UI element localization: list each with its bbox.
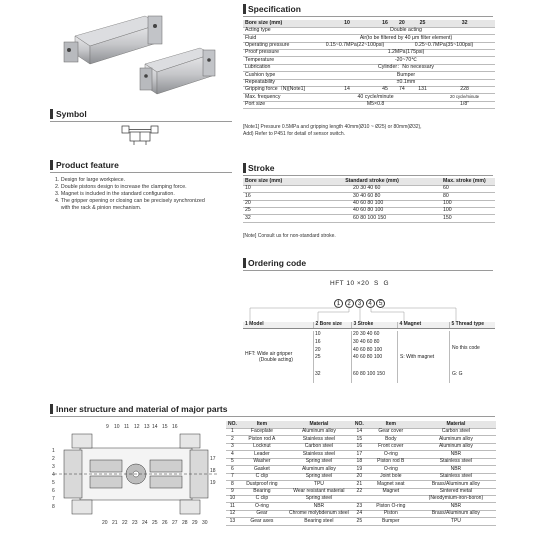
spec-cell: Max. frequency [243, 94, 317, 101]
oc-model-sub: (Double acting) [259, 357, 293, 363]
materials-cell: 14 [353, 429, 366, 436]
stroke-h2: Max. stroke (mm) [441, 178, 495, 185]
oc-thread-blank: No this code [452, 345, 480, 351]
materials-cell: Spring steel [285, 458, 353, 465]
spec-cell: Port size [243, 101, 317, 108]
oc-bore: 10 [315, 331, 321, 337]
spec-bar [243, 4, 246, 14]
mat-h: Item [366, 421, 416, 429]
materials-cell: 1 [226, 429, 239, 436]
materials-cell: Bearing [239, 488, 285, 495]
symbol-underline [50, 121, 232, 122]
spec-h5: 32 [434, 20, 495, 27]
materials-cell: Chrome molybdenum steel [285, 510, 353, 517]
callout: 19 [210, 480, 216, 486]
spec-row [243, 27, 495, 34]
materials-cell: 7 [226, 473, 239, 480]
materials-cell: Front cover [366, 443, 416, 450]
spec-cell: 0.25~0.7MPa(35~100psi) [393, 42, 495, 49]
oc-bore: 32 [315, 371, 321, 377]
stroke-row [243, 185, 495, 192]
materials-cell: (Neodymium-iron-boron) [416, 495, 496, 502]
spec-cell: Temperature [243, 57, 317, 64]
materials-cell: Aluminum alloy [416, 443, 496, 450]
materials-cell: O-ring [239, 503, 285, 510]
materials-row [226, 451, 496, 458]
materials-cell: 8 [226, 481, 239, 488]
callout: 23 [132, 520, 138, 526]
ordering-underline [243, 270, 493, 271]
oc-stroke: 40 60 80 100 [353, 347, 383, 353]
callout: 18 [210, 468, 216, 474]
materials-cell: Aluminum alloy [285, 466, 353, 473]
spec-cell: Proof pressure [243, 50, 317, 57]
materials-cell: 13 [226, 518, 239, 525]
materials-cell: C clip [239, 473, 285, 480]
callout: 20 [102, 520, 108, 526]
materials-row [226, 443, 496, 450]
materials-cell: Piston O-ring [366, 503, 416, 510]
materials-cell: Piston [366, 510, 416, 517]
spec-table [243, 20, 495, 109]
circle-2: 2 [345, 299, 354, 308]
oc-body [243, 331, 495, 383]
callout: 17 [210, 456, 216, 462]
materials-row [226, 458, 496, 465]
stroke-h0: Bore size (mm) [243, 178, 303, 185]
oc-model: HFT: Wide air gripper [245, 351, 293, 357]
materials-table [226, 421, 496, 526]
stroke-h1: Standard stroke (mm) [303, 178, 441, 185]
stroke-cell: 25 [243, 208, 303, 215]
materials-cell: Body [366, 436, 416, 443]
callout: 27 [172, 520, 178, 526]
callout: 24 [142, 520, 148, 526]
feature-item: 3. Magnet is included in the standard configuration. [55, 191, 175, 197]
spec-row [243, 101, 495, 108]
materials-row [226, 510, 496, 517]
stroke-cell: 40 60 80 100 [303, 200, 441, 207]
spec-cell: 1.2MPa(175psi) [317, 50, 495, 57]
materials-row [226, 488, 496, 495]
spec-cell: 45 [377, 87, 393, 94]
stroke-cell: 20 [243, 200, 303, 207]
materials-row [226, 495, 496, 502]
spec-h3: 20 [393, 20, 411, 27]
symbol-bar [50, 109, 53, 119]
mat-h: NO. [354, 420, 364, 427]
materials-cell: 11 [226, 503, 239, 510]
callout: 14 [152, 424, 158, 430]
materials-cell: Gear cover [366, 429, 416, 436]
materials-row [226, 518, 496, 525]
callout: 9 [106, 424, 109, 430]
materials-row [226, 466, 496, 473]
stroke-cell: 80 [441, 193, 495, 200]
spec-underline [243, 16, 493, 17]
materials-cell: 21 [353, 481, 366, 488]
inner-bar [50, 404, 53, 414]
stroke-title: Stroke [248, 163, 275, 173]
callout: 29 [192, 520, 198, 526]
materials-row [226, 436, 496, 443]
spec-title: Specification [248, 4, 301, 14]
oc-col-magnet: 4 Magnet [397, 322, 449, 328]
materials-cell: 22 [353, 488, 366, 495]
materials-cell: 5 [226, 458, 239, 465]
materials-cell: Leader [239, 451, 285, 458]
spec-cell: Bumper [317, 72, 495, 79]
stroke-row [243, 208, 495, 215]
materials-cell: Brass/Aluminum alloy [416, 481, 496, 488]
materials-cell: Stainless steel [285, 451, 353, 458]
spec-cell: Repeatability [243, 79, 317, 86]
materials-cell: Bumper [366, 518, 416, 525]
spec-cell: Double acting [317, 27, 495, 34]
callout: 15 [162, 424, 168, 430]
callout: 8 [52, 504, 55, 510]
stroke-cell: 100 [441, 208, 495, 215]
materials-cell: NBR [416, 466, 496, 473]
spec-cell: -20~70℃ [317, 57, 495, 64]
materials-cell: TPU [416, 518, 496, 525]
feature-title: Product feature [56, 160, 119, 170]
materials-cell: Aluminum alloy [285, 429, 353, 436]
materials-cell: Joint bole [366, 473, 416, 480]
spec-row [243, 64, 495, 71]
spec-cell: 0.15~0.7MPa(22~100psi) [317, 42, 393, 49]
spec-cell: 14 [317, 87, 377, 94]
materials-cell: C clip [239, 495, 285, 502]
oc-col-stroke: 3 Stroke [351, 322, 397, 328]
spec-cell: M5×0.8 [317, 101, 434, 108]
ordering-bar [243, 258, 246, 268]
spec-h2: 16 [377, 20, 393, 27]
stroke-cell: 150 [441, 215, 495, 222]
stroke-cell: 10 [243, 185, 303, 192]
materials-cell: 3 [226, 443, 239, 450]
materials-cell: 20 [353, 473, 366, 480]
materials-cell: Bearing steel [285, 518, 353, 525]
oc-bore: 25 [315, 354, 321, 360]
materials-cell: Sintered metal [416, 488, 496, 495]
materials-cell: 16 [353, 443, 366, 450]
callout: 22 [122, 520, 128, 526]
spec-cell: 131 [411, 87, 434, 94]
mat-h: NO. [228, 420, 237, 427]
stroke-cell: 16 [243, 193, 303, 200]
inner-title: Inner structure and material of major parts [56, 404, 228, 414]
spec-cell: Lubrication [243, 64, 317, 71]
feature-item: 4. The gripper opening or closing can be precisely synchronized [55, 198, 205, 204]
oc-col-thread: 5 Thread type [449, 322, 495, 328]
callout: 7 [52, 496, 55, 502]
callout: 13 [144, 424, 150, 430]
materials-cell: Carbon steel [416, 429, 496, 436]
feature-item: with the rack & pinion mechanism. [55, 205, 142, 211]
gripper-symbol-icon [120, 124, 160, 146]
gripper-large [64, 16, 162, 64]
circle-3: 3 [355, 299, 364, 308]
ordering-code: HFT 10 ×20 S G [330, 280, 390, 287]
feature-item: 2. Double pistons design to increase the clamping force. [55, 184, 187, 190]
materials-cell [366, 495, 416, 502]
spec-row [243, 42, 495, 49]
circle-5: 5 [376, 299, 385, 308]
spec-cell: Fluid [243, 35, 317, 42]
inner-structure-drawing [50, 420, 222, 526]
spec-cell: Cylinder：No necessary [317, 64, 495, 71]
materials-cell: 4 [226, 451, 239, 458]
spec-cell: 74 [393, 87, 411, 94]
circle-1: 1 [334, 299, 343, 308]
materials-cell: 2 [226, 436, 239, 443]
callout: 12 [134, 424, 140, 430]
materials-cell: Magnet seat [366, 481, 416, 488]
oc-col-model: 1 Model [243, 322, 313, 328]
callout: 5 [52, 480, 55, 486]
spec-cell: 1/8" [434, 101, 495, 108]
spec-row [243, 72, 495, 79]
materials-cell: Aluminum alloy [416, 436, 496, 443]
materials-cell: NBR [285, 503, 353, 510]
oc-magnet: S: With magnet [400, 354, 435, 360]
spec-h4: 25 [411, 20, 434, 27]
materials-cell: 6 [226, 466, 239, 473]
spec-cell: 20 cycle/minute [434, 94, 495, 101]
callout: 26 [162, 520, 168, 526]
spec-note-2: Add) Refer to P451 for detail of sensor switch. [243, 131, 345, 137]
spec-h0: Bore size (mm) [243, 20, 317, 27]
spec-header-row [243, 20, 495, 27]
stroke-cell: 20 30 40 60 [303, 185, 441, 192]
callout: 25 [152, 520, 158, 526]
ordering-header-row [243, 322, 495, 328]
materials-cell: 23 [353, 503, 366, 510]
materials-cell: 18 [353, 458, 366, 465]
materials-cell: Magnet [366, 488, 416, 495]
materials-cell: Stainless steel [416, 473, 496, 480]
materials-cell: 10 [226, 495, 239, 502]
materials-cell [353, 495, 366, 502]
callout: 11 [124, 424, 130, 430]
materials-cell: 25 [353, 518, 366, 525]
materials-cell: Stainless steel [285, 436, 353, 443]
spec-cell: Gripping force（N)[Note1] [243, 87, 317, 94]
mat-h: Material [285, 421, 353, 429]
callout: 3 [52, 464, 55, 470]
materials-row [226, 481, 496, 488]
stroke-cell: 60 [441, 185, 495, 192]
callout: 16 [172, 424, 178, 430]
materials-cell: 19 [353, 466, 366, 473]
stroke-cell: 100 [441, 200, 495, 207]
materials-cell: NBR [416, 503, 496, 510]
circle-4: 4 [366, 299, 375, 308]
oc-thread-g: G: G [452, 371, 463, 377]
stroke-bar [243, 163, 246, 173]
materials-cell: Washer [239, 458, 285, 465]
ordering-table [243, 322, 495, 329]
spec-cell: ±0.1mm [317, 79, 495, 86]
gripper-small [140, 48, 215, 94]
ordering-connectors [246, 300, 496, 322]
spec-note-1: [Note1] Pressure 0.5MPa and gripping length 40mm(Ø10 ~ Ø25) or 80mm(Ø32), [243, 124, 422, 130]
materials-cell: Stainless steel [416, 458, 496, 465]
materials-cell: Spring steel [285, 473, 353, 480]
mat-h: Item [239, 421, 285, 429]
materials-cell: Gasket [239, 466, 285, 473]
materials-cell: 15 [353, 436, 366, 443]
mat-h: Material [416, 421, 496, 429]
symbol-title: Symbol [56, 109, 87, 119]
oc-col-bore: 2 Bore size [313, 322, 351, 328]
stroke-underline [243, 175, 493, 176]
feature-underline [50, 172, 232, 173]
materials-cell: Locknut [239, 443, 285, 450]
materials-cell: Brass/Aluminum alloy [416, 510, 496, 517]
spec-cell: 228 [434, 87, 495, 94]
oc-bore: 20 [315, 347, 321, 353]
spec-cell: Operating pressure [243, 42, 317, 49]
product-photo [60, 6, 220, 106]
materials-cell: Dustproof ring [239, 481, 285, 488]
spec-row [243, 57, 495, 64]
feature-item: 1. Design for large workpiece. [55, 177, 126, 183]
stroke-table [243, 178, 495, 223]
materials-cell: Gear [239, 510, 285, 517]
ordering-title: Ordering code [248, 258, 307, 268]
spec-row [243, 87, 495, 94]
spec-row [243, 50, 495, 57]
materials-cell: 24 [353, 510, 366, 517]
stroke-row [243, 215, 495, 222]
materials-cell: TPU [285, 481, 353, 488]
spec-cell: 40 cycle/minute [317, 94, 434, 101]
oc-stroke: 20 30 40 60 [353, 331, 380, 337]
stroke-cell: 32 [243, 215, 303, 222]
feature-bar [50, 160, 53, 170]
stroke-cell: 60 80 100 150 [303, 215, 441, 222]
spec-cell: Acting type [243, 27, 317, 34]
materials-cell: 9 [226, 488, 239, 495]
materials-cell: Spring steel [285, 495, 353, 502]
materials-cell: Piston rod B [366, 458, 416, 465]
callout: 30 [202, 520, 208, 526]
materials-cell: 17 [353, 451, 366, 458]
stroke-cell: 40 60 80 100 [303, 208, 441, 215]
spec-h1: 10 [317, 20, 377, 27]
materials-cell: Wear resistant material [285, 488, 353, 495]
callout: 6 [52, 488, 55, 494]
materials-cell: Piston rod A [239, 436, 285, 443]
materials-header-row [226, 421, 496, 429]
materials-row [226, 503, 496, 510]
materials-cell: O-ring [366, 451, 416, 458]
materials-cell: Gear axes [239, 518, 285, 525]
callout: 21 [112, 520, 118, 526]
materials-row [226, 473, 496, 480]
callout: 2 [52, 456, 55, 462]
oc-stroke: 60 80 100 150 [353, 371, 385, 377]
stroke-note: [Note] Consult us for non-standard stroke. [243, 233, 336, 239]
materials-cell: 12 [226, 510, 239, 517]
oc-stroke: 30 40 60 80 [353, 339, 380, 345]
oc-stroke: 40 60 80 100 [353, 354, 383, 360]
spec-cell: Cushion type [243, 72, 317, 79]
callout: 1 [52, 448, 55, 454]
callout: 4 [52, 472, 55, 478]
inner-underline [50, 416, 495, 417]
materials-cell: Faceplate [239, 429, 285, 436]
materials-cell: NBR [416, 451, 496, 458]
oc-bore: 16 [315, 339, 321, 345]
callout: 10 [114, 424, 120, 430]
materials-cell: O-ring [366, 466, 416, 473]
callout: 28 [182, 520, 188, 526]
stroke-cell: 30 40 60 80 [303, 193, 441, 200]
materials-cell: Carbon steel [285, 443, 353, 450]
materials-row [226, 429, 496, 436]
spec-cell: Air(to be filtered by 40 μm filter element) [317, 35, 495, 42]
